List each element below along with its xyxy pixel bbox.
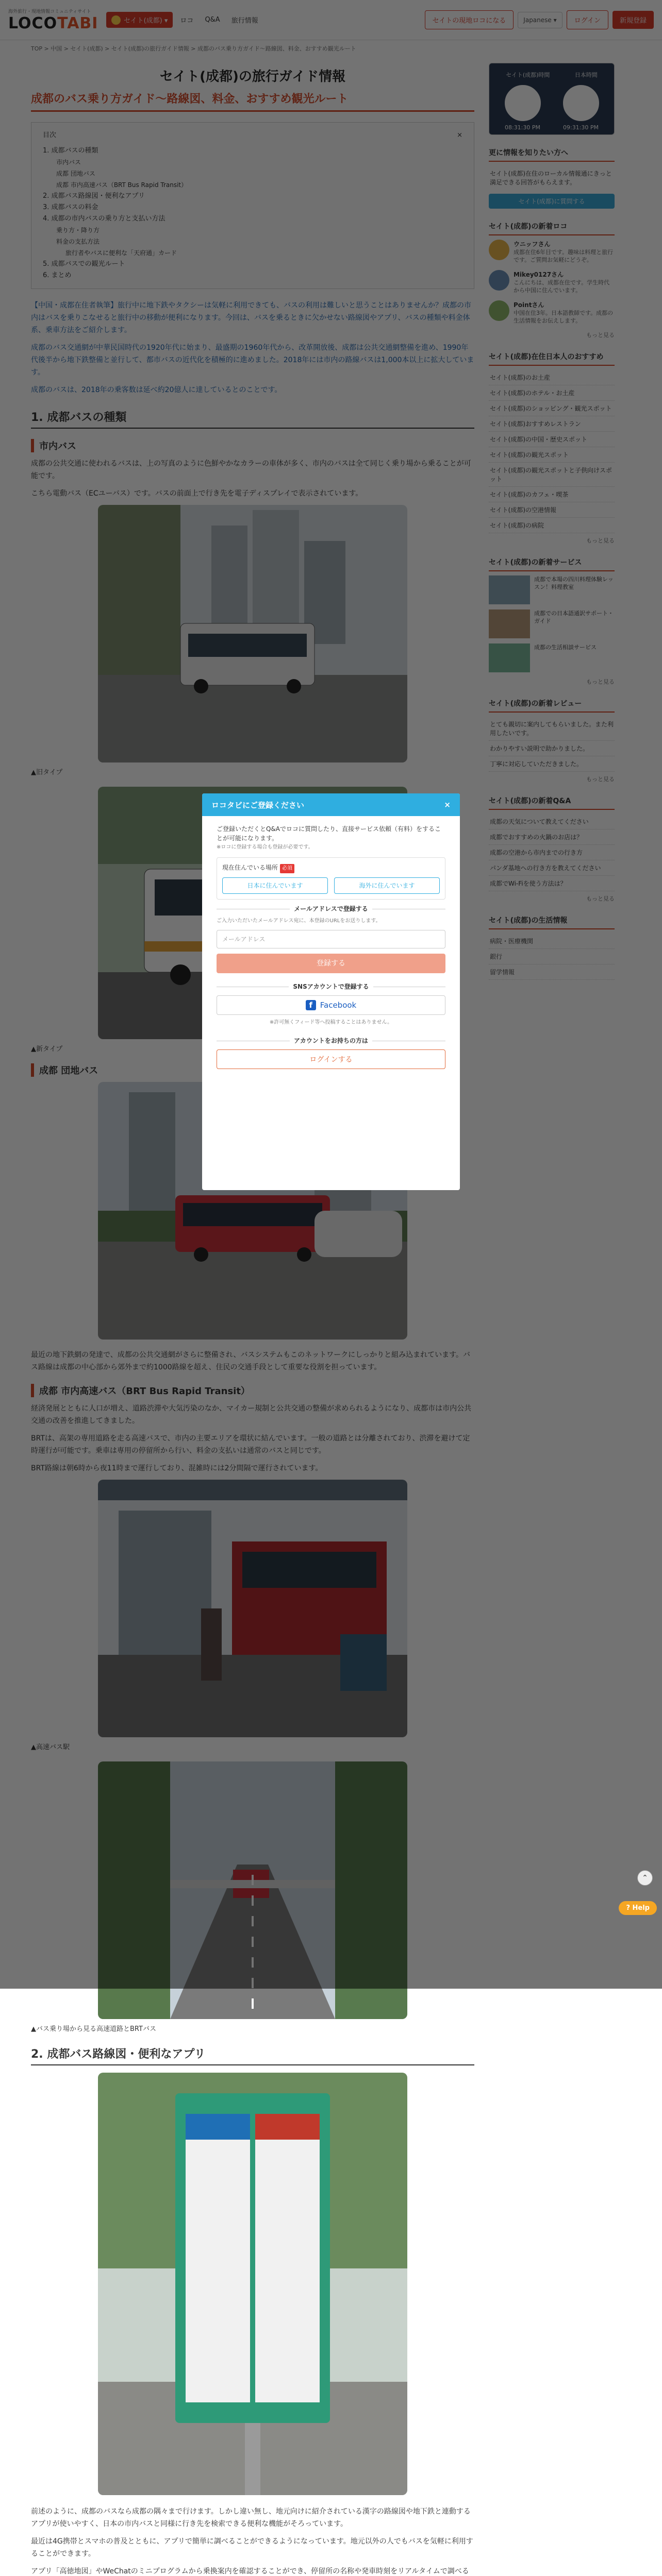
modal-login-button[interactable]: ログインする — [217, 1049, 445, 1069]
modal-intro: ご登録いただくとQ&Aでロコに質問したり、直接サービス依頼（有料）をすることが可能になります。 — [217, 825, 441, 842]
facebook-icon: f — [306, 1000, 316, 1010]
sns-note: ※許可無くフィード等へ投稿することはありません。 — [269, 1020, 393, 1025]
modal-title: ロコタビにご登録ください — [211, 800, 305, 810]
section-heading: 2. 成都バス路線図・便利なアプリ — [31, 2045, 474, 2065]
email-section-title: メールアドレスで登録する — [290, 905, 372, 912]
live-in-japan-option[interactable]: 日本に住んでいます — [222, 877, 328, 894]
email-text: ご入力いただいたメールアドレス宛に、本登録のURLをお送りします。 — [217, 918, 381, 924]
register-modal — [202, 793, 460, 1190]
help-label: Help — [632, 1904, 650, 1912]
facebook-button[interactable] — [217, 995, 445, 1015]
paragraph: 前述のように、成都のバスなら成都の隅々まで行けます。しかし違い無し、地元向けに紹介されている漢字の路線図や地下鉄と連動するアプリが使いやすく、日本の市内バスと同様に行き先を検索できる便利な機能がそろっています。 — [31, 2507, 471, 2528]
required-badge: 必須 — [280, 864, 294, 873]
modal-note: ※ロコに登録する場合も登録が必要です。 — [217, 844, 313, 850]
residence-selector — [217, 857, 445, 900]
sns-section-title: SNSアカウントで登録する — [289, 983, 373, 990]
register-submit-button[interactable]: 登録する — [217, 954, 445, 973]
help-button[interactable] — [619, 1901, 657, 1915]
residence-label: 現在住んでいる場所 — [222, 864, 278, 871]
caption: ▲バス乗り場から見る高速道路とBRTバス — [31, 2025, 156, 2033]
account-section-title: アカウントをお持ちの方は — [290, 1037, 372, 1044]
live-abroad-option[interactable]: 海外に住んでいます — [334, 877, 440, 894]
scroll-top-icon[interactable]: ⌃ — [637, 1870, 653, 1886]
paragraph: 最近は4G携帯とスマホの普及とともに、アプリで簡単に調べることができるようになっています。地元以外の人でもバスを気軽に利用することができます。 — [31, 2537, 473, 2558]
paragraph: アプリ「高徳地図」やWeChatのミニプログラムから乗換案内を確認することができ、停留所の名称や発車時刻をリアルタイムで調べる — [31, 2567, 469, 2575]
photo-bus-stop-sign — [98, 2073, 407, 2495]
facebook-label: Facebook — [320, 1001, 357, 1010]
email-field[interactable]: メールアドレス — [217, 930, 445, 948]
modal-close-icon[interactable]: × — [444, 800, 451, 809]
help-icon: ? — [626, 1904, 630, 1912]
